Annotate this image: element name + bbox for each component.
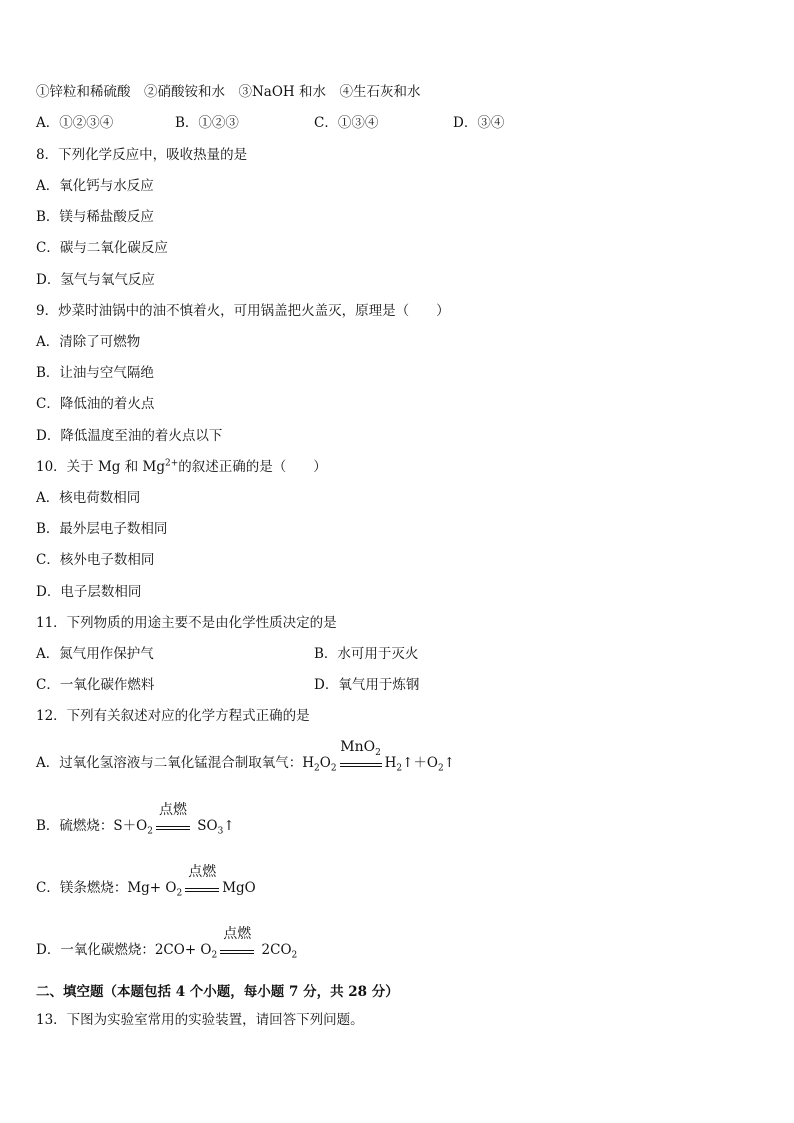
q12-option-b: B．硫燃烧：$S+O_2$ 点燃 $SO_3↑$ (36, 802, 235, 837)
q9-option-b: B．让油与空气隔绝 (36, 365, 154, 381)
q8-option-b: B．镁与稀盐酸反应 (36, 209, 154, 225)
q10-option-b: B．最外层电子数相同 (36, 521, 168, 537)
q8-stem: 8．下列化学反应中，吸收热量的是 (36, 147, 248, 163)
q11-option-c: C．一氧化碳作燃料 (36, 677, 155, 693)
q9-option-c: C．降低油的着火点 (36, 396, 155, 412)
q8-option-d: D．氢气与氧气反应 (36, 272, 155, 288)
q7-option-a: A．①②③④ (36, 115, 114, 131)
intro-options: ①锌粒和稀硫酸 ②硝酸铵和水 ③NaOH 和水 ④生石灰和水 (36, 84, 421, 100)
q12-option-a: A．过氧化氢溶液与二氧化锰混合制取氧气：$H_2O_2$ MnO$_2$ $H_2↑+O_2↑$ (36, 739, 456, 774)
q7-option-c: C．①③④ (314, 115, 379, 131)
q9-stem: 9．炒菜时油锅中的油不慎着火，可用锅盖把火盖灭，原理是（ ） (36, 303, 450, 319)
q8-option-c: C．碳与二氧化碳反应 (36, 240, 168, 256)
q12-stem: 12．下列有关叙述对应的化学方程式正确的是 (36, 708, 310, 724)
reaction-condition-arrow: 点燃 (156, 826, 190, 836)
q8-option-a: A．氧化钙与水反应 (36, 178, 154, 194)
section-heading-fill-in: 二、填空题（本题包括 4 个小题，每小题 7 分，共 28 分） (36, 984, 399, 1000)
q12-option-d: D．一氧化碳燃烧：$2CO+ O_2$ 点燃 $2CO_2$ (36, 926, 298, 961)
q11-option-a: A．氮气用作保护气 (36, 646, 154, 662)
q11-option-d: D．氧气用于炼钢 (314, 677, 420, 693)
q7-option-d: D．③④ (453, 115, 505, 131)
q11-stem: 11．下列物质的用途主要不是由化学性质决定的是 (36, 615, 337, 631)
q11-option-b: B．水可用于灭火 (314, 646, 419, 662)
q10-option-a: A．核电荷数相同 (36, 490, 141, 506)
q10-option-d: D．电子层数相同 (36, 584, 142, 600)
q9-option-a: A．清除了可燃物 (36, 334, 141, 350)
reaction-condition-arrow: 点燃 (220, 950, 254, 960)
q10-stem: 10．关于 Mg 和 $Mg^{2+}$的叙述正确的是（ ） (36, 458, 327, 475)
q13-stem: 13．下图为实验室常用的实验装置，请回答下列问题。 (36, 1012, 364, 1028)
reaction-condition-arrow: MnO$_2$ (340, 763, 382, 773)
q12-option-c: C．镁条燃烧：$Mg+ O_2$ 点燃 MgO (36, 864, 256, 899)
q9-option-d: D．降低温度至油的着火点以下 (36, 428, 223, 444)
q10-option-c: C．核外电子数相同 (36, 552, 155, 568)
q7-option-b: B．①②③ (175, 115, 239, 131)
reaction-condition-arrow: 点燃 (185, 888, 219, 898)
